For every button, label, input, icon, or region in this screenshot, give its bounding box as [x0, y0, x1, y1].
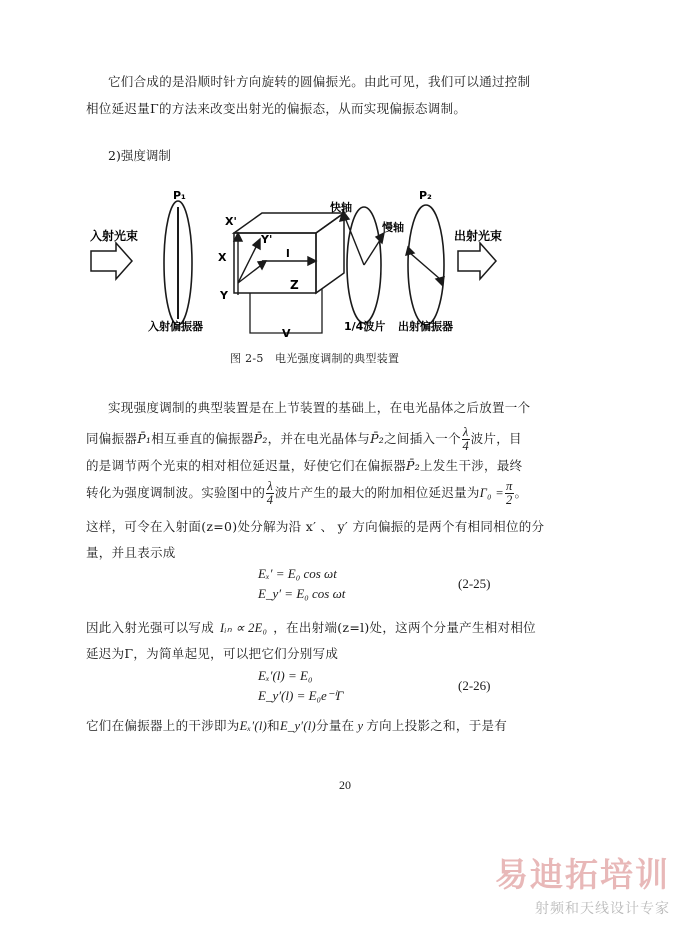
- paragraph2-line1: 实现强度调制的典型装置是在上节装置的基础上，在电光晶体之后放置一个: [108, 400, 531, 415]
- watermark-main: 易迪拓培训: [495, 855, 670, 894]
- p4-ex: Eₓ′(l): [239, 719, 268, 733]
- x-label: X: [218, 251, 227, 264]
- y-prime-label: Y': [261, 233, 273, 246]
- paragraph3-line2: 延迟为Γ，为简单起见，可以把它们分别写成: [86, 646, 339, 661]
- paragraph2-line4: [86, 480, 527, 507]
- pi-over-2-fraction: $\frac{\pi}{2}$: [505, 479, 513, 507]
- p2-l2-text-e: ，并在电光晶体与: [267, 431, 371, 446]
- p2-l3-sym-p2: P̄₂: [406, 458, 421, 473]
- output-polarizer-axis: [406, 247, 444, 285]
- input-beam-label: 入射光束: [90, 229, 139, 243]
- input-beam-arrow: [91, 243, 132, 279]
- paragraph2-line6: 量，并且表示成: [86, 545, 176, 560]
- output-beam-arrow: [458, 243, 496, 279]
- paragraph4-line1: [86, 716, 507, 734]
- p4-text-a: 它们在偏振器上的干涉即为: [86, 718, 240, 733]
- eq-2-26-line2: E_y′(l) = E₀e⁻ⁱΓ: [258, 688, 344, 703]
- paragraph3-line1: [86, 618, 536, 636]
- x-prime-label: X': [225, 215, 237, 228]
- eq-2-26-line1: Eₓ′(l) = E₀: [258, 668, 313, 683]
- y-label: Y: [220, 289, 228, 302]
- v-label: V: [282, 327, 291, 340]
- p2-l4-gamma0: Γ₀ =: [479, 486, 504, 500]
- p2-l3-text-a: 的是调节两个光束的相对相位延迟量，好使它们在偏振器: [86, 458, 407, 473]
- page-number: 20: [339, 778, 351, 792]
- p2-l3-text-c: 上发生干涉，最终: [420, 458, 523, 473]
- paragraph2-line3: [86, 456, 522, 474]
- p4-ey: E_y′(l): [279, 719, 317, 733]
- p3-l1-text-a: 因此入射光强可以写成: [86, 620, 215, 635]
- p4-text-g: 方向上投影之和，于是有: [366, 718, 508, 733]
- quarter-wave-plate-label: 1/4波片: [344, 320, 386, 333]
- p2-l4-period: 。: [514, 485, 528, 500]
- p2-l2-text-g: 之间插入一个: [384, 431, 461, 446]
- p2-label: P₂: [419, 189, 432, 202]
- p4-text-e: 分量在: [316, 718, 355, 733]
- crystal-axes: [234, 233, 316, 295]
- eq-2-26-number: (2-26): [458, 678, 491, 693]
- p2-l4-text-b: 波片产生的最大的附加相位延迟量为: [274, 485, 480, 500]
- l-label: l: [286, 247, 290, 260]
- lambda-over-4-fraction: $\frac{\lambda}{4}$: [462, 425, 470, 453]
- paragraph2-line5: 这样，可令在入射面(z=0)处分解为沿 x′ 、 y′ 方向偏振的是两个有相同相位的分: [86, 519, 545, 534]
- fast-axis-label: 快轴: [330, 201, 352, 214]
- lambda-over-4-fraction-2: $\frac{\lambda}{4}$: [266, 479, 274, 507]
- paragraph1-line2: 相位延迟量Γ的方法来改变出射光的偏振态，从而实现偏振态调制。: [86, 101, 467, 116]
- p3-l1-intensity: Iᵢₙ ∝ 2E₀: [220, 621, 268, 635]
- paragraph1-line1: 它们合成的是沿顺时针方向旋转的圆偏振光。由此可见，我们可以通过控制: [108, 74, 531, 89]
- eq-2-25-line2: E_y′ = E₀ cos ωt: [258, 586, 346, 601]
- p2-l2-sym-p1: P̄₁: [137, 431, 152, 446]
- input-polarizer-label: 入射偏振器: [148, 320, 203, 333]
- output-beam-label: 出射光束: [454, 229, 503, 243]
- figure-caption: 图 2-5 电光强度调制的典型装置: [230, 352, 400, 365]
- figure-electro-optic-modulator: [86, 185, 586, 370]
- p1-label: P₁: [173, 189, 186, 202]
- p2-l2-sym-p2: P̄₂: [253, 431, 268, 446]
- p3-l1-text-c: ，在出射端(z=l)处，这两个分量产生相对相位: [273, 620, 536, 635]
- eq-2-25-number: (2-25): [458, 576, 491, 591]
- p2-l2-text-c: 相互垂直的偏振器: [151, 431, 254, 446]
- p4-text-c: 和: [267, 718, 280, 733]
- p4-y: y: [357, 719, 364, 733]
- p2-l4-text-a: 转化为强度调制波。实验图中的: [86, 485, 266, 500]
- z-label: Z: [290, 278, 299, 292]
- watermark: [495, 849, 670, 918]
- paragraph2-line2: [86, 426, 522, 453]
- section-heading: 2)强度调制: [108, 148, 171, 163]
- slow-axis-label: 慢轴: [382, 221, 404, 234]
- p2-l2-sym-p2b: P̄₂: [370, 431, 385, 446]
- output-polarizer-label: 出射偏振器: [398, 320, 453, 333]
- p2-l2-text-h: 波片，目: [470, 431, 522, 446]
- output-polarizer-disc: [408, 205, 444, 325]
- eq-2-25-line1: Eₓ′ = E₀ cos ωt: [258, 566, 337, 581]
- p2-l2-text-a: 同偏振器: [86, 431, 138, 446]
- watermark-sub: 射频和天线设计专家: [535, 901, 670, 917]
